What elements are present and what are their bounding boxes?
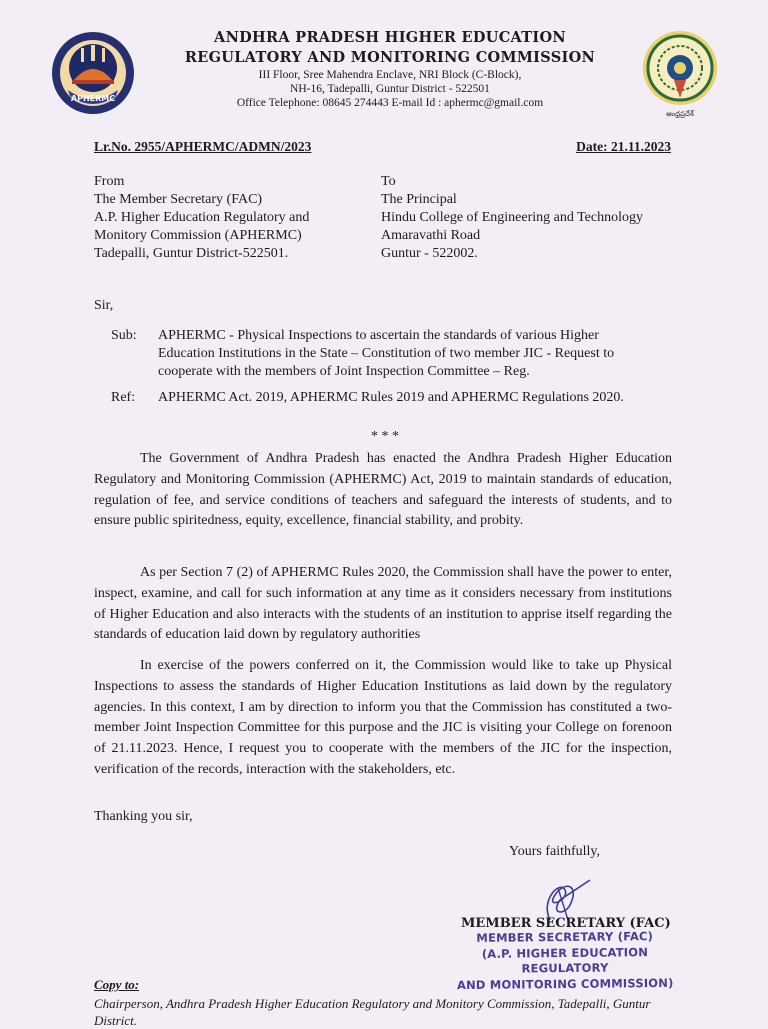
from-line: A.P. Higher Education Regulatory and <box>94 210 310 225</box>
reference-label: Ref: <box>111 390 136 405</box>
body-paragraph-1: The Government of Andhra Pradesh has enacted the Andhra Pradesh Higher Education Regulatory and Monitoring Commission (APHERMC) Act, 2019 to maintain standards of education, regulation of fee, and service conditions of teachers and safeguard the interests of students, and to ensure public spiritedness, equity, excellence, financial stability, and probity. <box>94 451 672 529</box>
address-line2: NH-16, Tadepalli, Guntur District - 522501 <box>290 83 490 95</box>
to-label: To <box>381 174 396 189</box>
from-line: Tadepalli, Guntur District-522501. <box>94 246 289 261</box>
subject-text: APHERMC - Physical Inspections to ascertain the standards of various Higher Education Institutions in the State – Constitution of two member JIC - Request to cooperate with the members of Joint Inspection Committee – Reg. <box>158 328 615 379</box>
to-line: Amaravathi Road <box>381 228 481 243</box>
aphermc-logo-icon <box>50 30 136 116</box>
salutation: Sir, <box>94 298 114 313</box>
copy-to-label: Copy to: <box>94 977 140 992</box>
to-address-block <box>381 173 681 263</box>
from-address-block <box>94 173 354 263</box>
stamp-line3: AND MONITORING COMMISSION) <box>456 975 674 992</box>
letter-number: Lr.No. 2955/APHERMC/ADMN/2023 <box>94 139 312 154</box>
from-line: The Member Secretary (FAC) <box>94 192 263 207</box>
stamp-line2: (A.P. HIGHER EDUCATION REGULATORY <box>481 944 649 976</box>
official-stamp <box>440 929 691 994</box>
address-line1: III Floor, Sree Mahendra Enclave, NRI Block (C-Block), <box>258 69 522 81</box>
to-line: Guntur - 522002. <box>381 246 478 261</box>
to-line: Hindu College of Engineering and Technology <box>381 210 643 225</box>
closing-line: Yours faithfully, <box>509 844 601 859</box>
contact-line: Office Telephone: 08645 274443 E-mail Id : aphermc@gmail.com <box>236 97 544 109</box>
to-line: The Principal <box>381 192 457 207</box>
aphermc-logo-text: APHERMC <box>70 94 116 103</box>
body-paragraph-2: As per Section 7 (2) of APHERMC Rules 2020, the Commission shall have the power to enter, inspect, examine, and call for such information at any time as it considers necessary from institutions of Higher Education and also interacts with the students of an institution to apprise itself regarding the standards of education laid down by regulatory authorities <box>94 565 672 643</box>
thanks-line: Thanking you sir, <box>94 809 193 824</box>
reference-text: APHERMC Act. 2019, APHERMC Rules 2019 and APHERMC Regulations 2020. <box>158 390 624 405</box>
subject-label: Sub: <box>111 328 137 343</box>
from-line: Monitory Commission (APHERMC) <box>94 228 302 243</box>
letterhead <box>150 28 630 110</box>
letter-date: Date: 21.11.2023 <box>576 139 671 154</box>
org-name-line1: ANDHRA PRADESH HIGHER EDUCATION <box>214 29 566 46</box>
separator: * * * <box>371 429 399 444</box>
stamp-line1: MEMBER SECRETARY (FAC) <box>476 929 654 945</box>
ap-emblem-text: ఆంధ్రప్రదేశ్ <box>666 110 694 118</box>
copy-to-text: Chairperson, Andhra Pradesh Higher Education Regulatory and Monitory Commission, Tadepalli, Guntur District. <box>94 996 651 1028</box>
body-paragraph-3: In exercise of the powers conferred on it, the Commission would like to take up Physical Inspections to assess the standards of Higher Education Institutions as laid down by the regulatory agencies. In this context, I am by direction to inform you that the Commission has constituted a two-member Joint Inspection Committee for this purpose and the JIC is visiting your College on forenoon of 21.11.2023. Hence, I request you to cooperate with the members of the JIC for the inspection, verification of the records, interaction with the stakeholders, etc. <box>94 658 672 777</box>
from-label: From <box>94 174 125 189</box>
ap-state-emblem-icon <box>640 28 720 120</box>
org-name-line2: REGULATORY AND MONITORING COMMISSION <box>184 49 596 66</box>
signatory-title: MEMBER SECRETARY (FAC) <box>461 916 671 931</box>
